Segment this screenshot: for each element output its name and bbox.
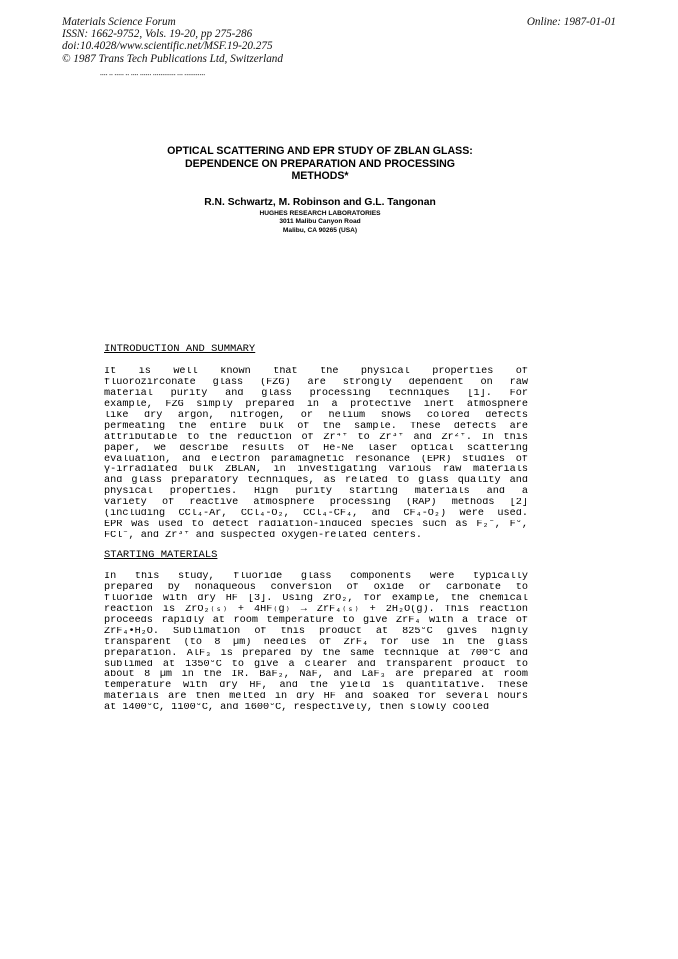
text-line: like dry argon, nitrogen, or helium shows colored defects [104, 410, 528, 421]
text-line: sublimed at 1350°C to give a clearer and transparent product to [104, 659, 528, 670]
journal-header [62, 16, 283, 65]
text-line: example, FZG simply prepared in a protective inert atmosphere [104, 399, 528, 410]
text-line: (including CCl₄-Ar, CCl₄-O₂, CCl₄-CF₄, and CF₄-O₂) were used. [104, 509, 528, 520]
text-line: prepared by nonaqueous conversion of oxide or carbonate to [104, 582, 528, 593]
text-line: physical properties. High purity starting materials and a [104, 487, 528, 498]
text-line: paper, we describe results of He-Ne laser optical scattering [104, 443, 528, 454]
text-line: variety of reactive atmosphere processing (RAP) methods [2] [104, 498, 528, 509]
text-line: attributable to the reduction of Zr⁴⁺ to Zr³⁺ and Zr²⁺. In this [104, 432, 528, 443]
text-line: ZrF₄•H₂O. Sublimation of this product at 825°C gives highly [104, 626, 528, 637]
journal-name: Materials Science Forum [62, 16, 176, 28]
affiliation [160, 210, 480, 235]
title-line: METHODS* [291, 170, 349, 182]
issn-line: ISSN: 1662-9752, Vols. 19-20, pp 275-286 [62, 28, 253, 41]
affiliation-line: Malibu, CA 90265 (USA) [282, 226, 358, 234]
text-line: materials are then melted in dry HF and soaked for several hours [104, 692, 528, 703]
author-list: R.N. Schwartz, M. Robinson and G.L. Tangonan [204, 197, 436, 208]
text-line: reaction is ZrO₂₍ₛ₎ + 4HF₍g₎ → ZrF₄₍ₛ₎ + 2H₂O(g). This reaction [104, 604, 528, 615]
title-line: DEPENDENCE ON PREPARATION AND PROCESSING [185, 157, 455, 170]
text-line: preparation. AlF₃ is prepared by the same technique at 700°C and [104, 648, 528, 659]
section-heading-starting-materials: STARTING MATERIALS [104, 549, 218, 561]
text-line: FCl⁻, and Zr³⁺ and suspected oxygen-related centers. [104, 531, 422, 542]
introduction-paragraph [104, 367, 528, 542]
text-line: evaluation, and electron paramagnetic resonance (EPR) studies of [104, 454, 528, 465]
text-line: It is well known that the physical properties of [104, 367, 528, 377]
text-line: permeating the entire bulk of the sample. These defects are [104, 421, 528, 432]
paper-title [130, 145, 510, 183]
faded-copyright-strip: ▪▪▪▪ ▪▪ ▪▪▪▪▪ ▪▪ ▪▪▪▪ ▪▪▪▪▪▪ ▪▪▪▪▪▪▪▪▪▪▪▪ ▪▪▪ ▪▪▪▪▪▪▪▪▪▪▪ [100, 72, 206, 77]
text-line: transparent (to 8 µm) needles of ZrF₄ for use in the glass [104, 637, 528, 648]
online-date: Online: 1987-01-01 [526, 16, 616, 28]
affiliation-line: 3011 Malibu Canyon Road [279, 218, 361, 226]
copyright-line: © 1987 Trans Tech Publications Ltd, Switzerland [62, 52, 283, 65]
text-line: fluoride with dry HF [3]. Using ZrO₂, for example, the chemical [104, 593, 528, 604]
doi-link[interactable]: doi:10.4028/www.scientific.net/MSF.19-20.275 [62, 40, 273, 53]
text-line: about 8 µm in the IR. BaF₂, NaF, and LaF₃ are prepared at room [104, 670, 528, 681]
affiliation-line: HUGHES RESEARCH LABORATORIES [259, 210, 381, 217]
title-line: OPTICAL SCATTERING AND EPR STUDY OF ZBLAN GLASS: [167, 145, 473, 157]
starting-materials-paragraph [104, 572, 528, 714]
text-line: and glass preparatory techniques, as related to glass quality and [104, 476, 528, 487]
text-line: temperature with dry HF, and the yield is quantitative. These [104, 681, 528, 692]
text-line: fluorozirconate glass (FZG) are strongly dependent on raw [104, 377, 528, 388]
text-line: γ-irradiated bulk ZBLAN, in investigating various raw materials [104, 465, 528, 476]
text-line: material purity and glass processing techniques [1]. For [104, 388, 528, 399]
section-heading-introduction: INTRODUCTION AND SUMMARY [104, 343, 256, 355]
text-line: at 1400°C, 1100°C, and 1600°C, respectively, then slowly cooled [104, 703, 490, 714]
text-line: EPR was used to detect radiation-induced species such as F₂⁻, F°, [104, 520, 528, 531]
text-line: proceeds rapidly at room temperature to give ZrF₄ with a trace of [104, 615, 528, 626]
text-line: In this study, fluoride glass components were typically [104, 572, 528, 582]
